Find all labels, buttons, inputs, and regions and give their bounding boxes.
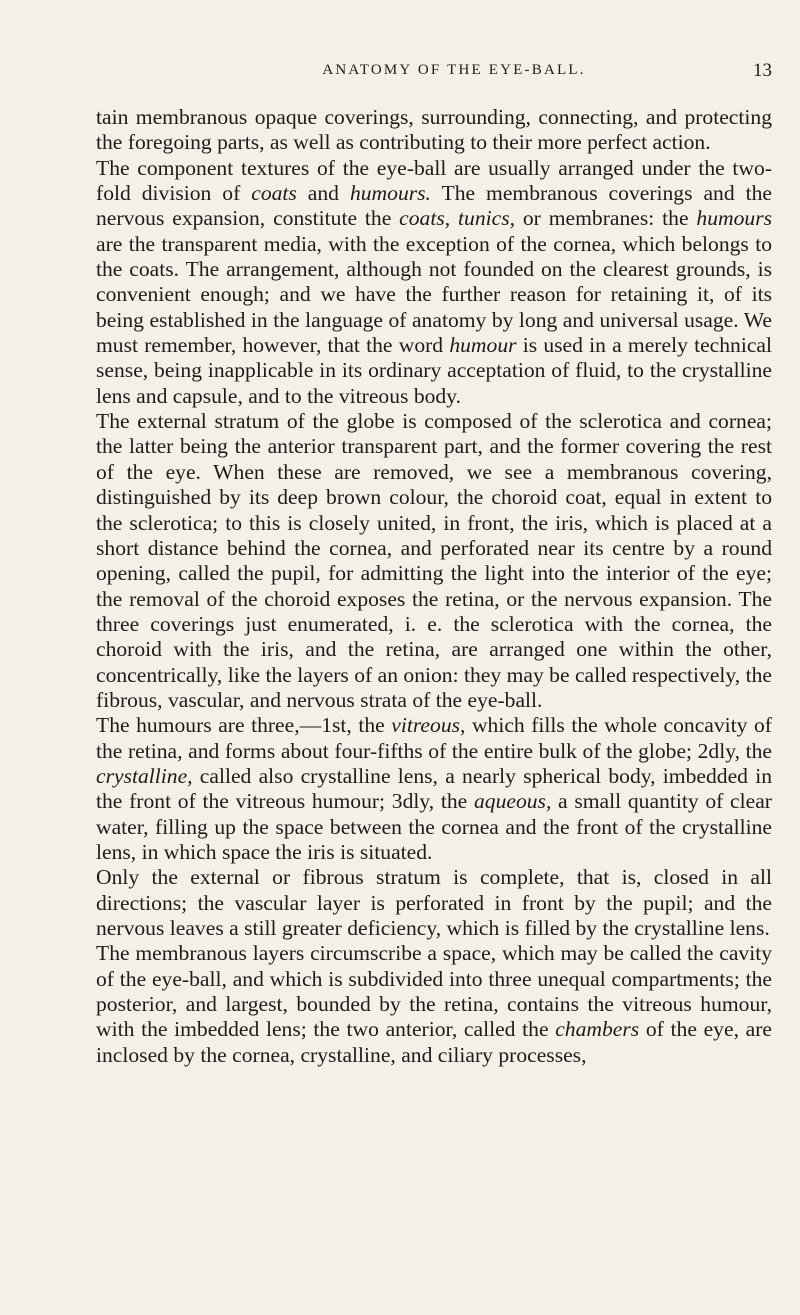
italic-term: vitreous, — [391, 713, 466, 738]
text-run: The humours are three,—1st, the — [96, 713, 392, 738]
paragraph-3 — [96, 409, 772, 713]
text-run: are the transparent media, with the exception of the cornea, which belongs to the coats. The arrangement, although not founded on the clearest grounds, is convenient enough; and we have the further reason for retaining it, of its being established in the language of anatomy by long and universal usage. We must remember, however, that the word — [96, 231, 772, 358]
paragraph-4 — [96, 713, 772, 865]
italic-term: aqueous, — [473, 789, 552, 814]
text-run: which fills the whole concavity of the retina, and forms about four-fifths of the entire bulk of the globe; 2dly, the — [96, 713, 772, 763]
italic-term: coats, tunics, — [399, 206, 516, 231]
text-run: called also crystalline lens, a nearly spherical body, imbedded in the front of the vitreous humour; 3dly, the — [96, 763, 772, 814]
text-run: or membranes: the — [515, 206, 697, 231]
body-text — [96, 105, 772, 1068]
text-run: is used in a merely technical sense, being inapplicable in its ordinary acceptation of fluid, to the crystalline lens and capsule, and to the vitreous body. — [96, 333, 773, 408]
page-header — [96, 62, 772, 92]
italic-term: humour — [449, 333, 517, 358]
text-run: Only the external or fibrous stratum is complete, that is, closed in all directions; the vascular layer is perforated in front by the pupil; and the nervous leaves a still greater deficiency, which is filled by the crystalline lens. — [96, 865, 772, 940]
text-run: The membranous layers circumscribe a space, which may be called the cavity of the eye-ball, and which is subdivided into three unequal compartments; the posterior, and largest, bounded by the retina, contains the vitreous humour, with the imbedded lens; the two anterior, called the — [96, 941, 772, 1042]
italic-term: crystalline, — [96, 763, 193, 788]
paragraph-5 — [96, 865, 772, 941]
italic-term: humours. — [349, 181, 431, 206]
running-title: ANATOMY OF THE EYE-BALL. — [322, 62, 586, 78]
text-run: The external stratum of the globe is composed of the sclerotica and cornea; the latter being the anterior transparent part, and the former covering the rest of the eye. When these are removed, we see a membranous covering, distinguished by its deep brown colour, the choroid coat, equal in extent to the sclerotica; to this is closely united, in front, the iris, which is placed at a short distance behind the cornea, and perforated near its centre by a round opening, called the pupil, for admitting the light into the interior of the eye; the removal of the choroid exposes the retina, or the nervous expansion. The three coverings just enumerated, i. e. the sclerotica with the cornea, the choroid with the iris, and the retina, are arranged one within the other, concentrically, like the layers of an onion: they may be called respectively, the fibrous, vascular, and nervous strata of the eye-ball. — [96, 409, 772, 712]
paragraph-1 — [96, 105, 772, 156]
italic-term: chambers — [555, 1017, 640, 1042]
page-number: 13 — [753, 60, 772, 81]
italic-term: coats — [251, 181, 297, 206]
paragraph-6 — [96, 941, 772, 1068]
text-run: The component textures of the eye-ball are usually arranged under the two-fold division of — [96, 155, 772, 206]
text-run: a small quantity of clear water, filling up the space between the cornea and the front of the crystalline lens, in which space the iris is situated. — [96, 789, 772, 864]
text-run: The membranous coverings and the nervous expansion, constitute the — [96, 181, 772, 231]
italic-term: humours — [696, 206, 773, 231]
text-run: tain membranous opaque coverings, surrounding, connecting, and protecting the foregoing parts, as well as contributing to their more perfect action. — [96, 105, 772, 155]
text-run: of the eye, are inclosed by the cornea, crystalline, and ciliary processes, — [96, 1017, 773, 1067]
text-run: and — [296, 181, 350, 206]
paragraph-2 — [96, 156, 772, 409]
